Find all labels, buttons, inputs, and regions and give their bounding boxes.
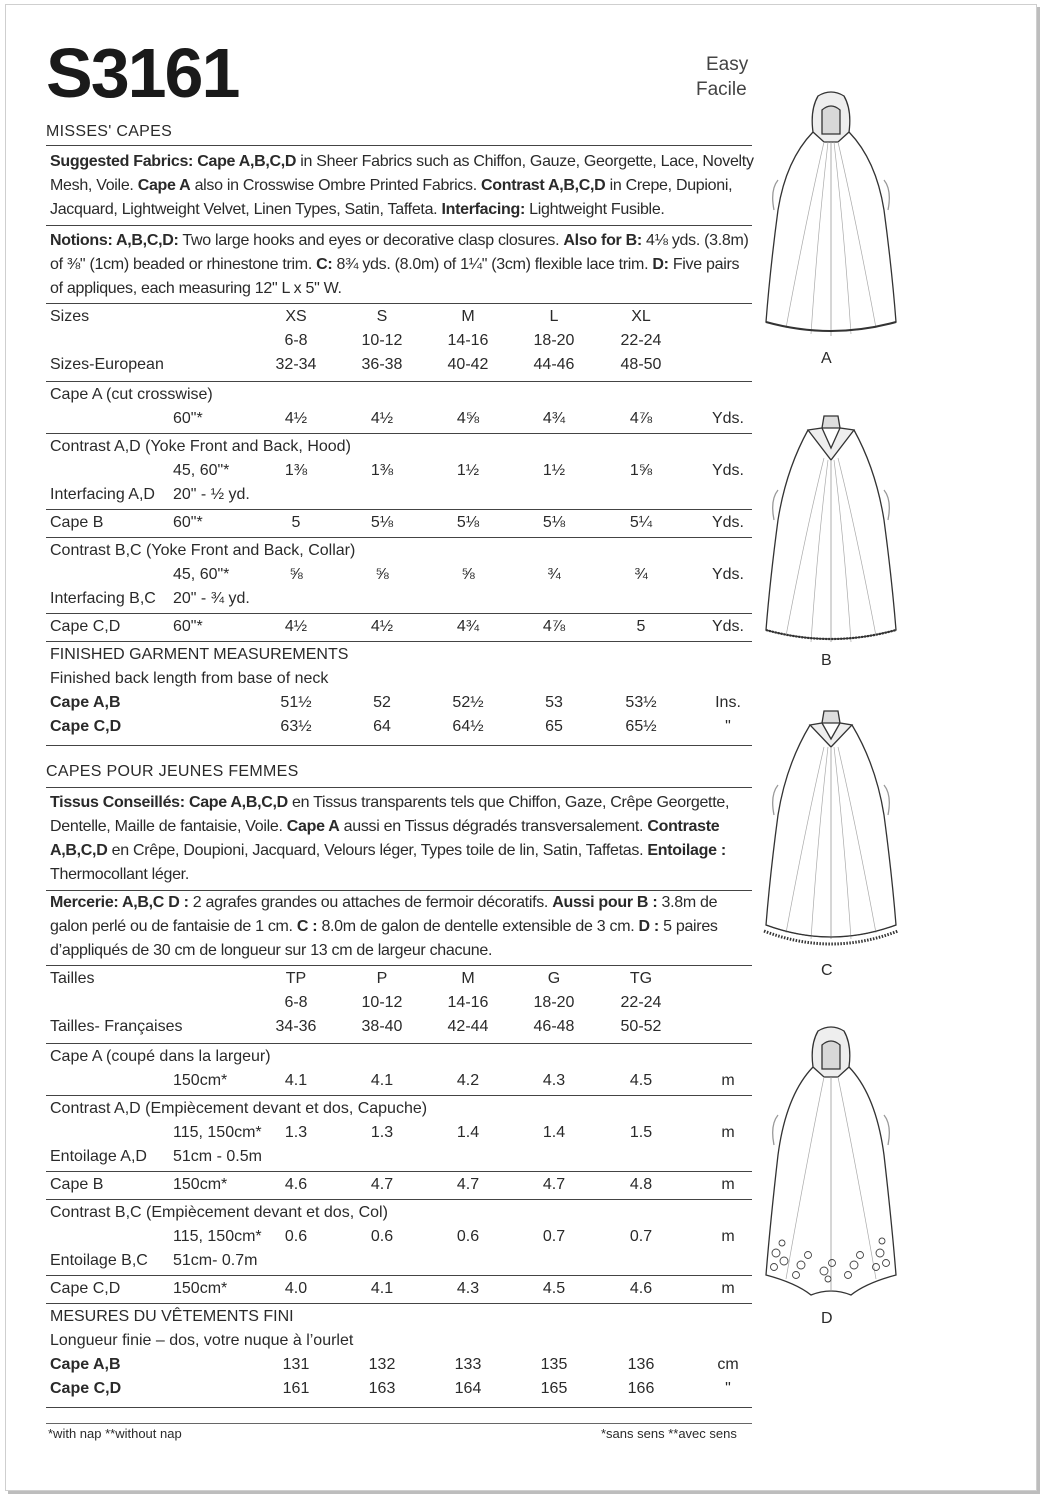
size-eu: 48-50 xyxy=(620,356,662,373)
row-value: 5⅛ xyxy=(456,514,480,531)
finished-title: MESURES DU VÊTEMENTS FINI xyxy=(50,1308,294,1325)
difficulty-en: Easy xyxy=(706,54,749,75)
divider xyxy=(46,303,752,304)
size-eu: 32-34 xyxy=(275,356,317,373)
size-us: 6-8 xyxy=(284,332,308,349)
sizes-eu-label: Tailles- Françaises xyxy=(50,1018,183,1035)
row-value: 5⅛ xyxy=(542,514,566,531)
finished-value: 163 xyxy=(368,1380,396,1397)
finished-value: 132 xyxy=(368,1356,396,1373)
finished-subtitle: Longueur finie – dos, votre nuque à l’ourlet xyxy=(50,1332,354,1349)
row-label: Entoilage A,D xyxy=(50,1148,147,1165)
size-code: XL xyxy=(631,308,651,325)
cape-a-illustration xyxy=(756,90,906,345)
row-label: Contrast A,D (Yoke Front and Back, Hood) xyxy=(50,438,351,455)
size-us: 14-16 xyxy=(447,994,489,1011)
finished-unit: Ins. xyxy=(715,694,741,711)
finished-title: FINISHED GARMENT MEASUREMENTS xyxy=(50,646,349,663)
finished-subtitle: Finished back length from base of neck xyxy=(50,670,329,687)
divider xyxy=(46,745,752,746)
row-value: 1.4 xyxy=(456,1124,480,1141)
row-value: 4.1 xyxy=(370,1072,394,1089)
row-unit: m xyxy=(721,1124,735,1141)
divider xyxy=(46,145,752,146)
size-eu: 44-46 xyxy=(533,356,575,373)
footnote-en: *with nap **without nap xyxy=(48,1426,182,1441)
pattern-envelope-back xyxy=(5,4,1037,1491)
divider xyxy=(46,613,752,614)
row-value: 4.8 xyxy=(629,1176,653,1193)
sizes-label: Sizes xyxy=(50,308,90,325)
divider xyxy=(46,509,752,510)
row-value: 4.0 xyxy=(284,1280,308,1297)
row-value: 4⅞ xyxy=(542,618,566,635)
divider xyxy=(46,641,752,642)
finished-value: 135 xyxy=(540,1356,568,1373)
row-width: 45, 60"* xyxy=(173,462,230,479)
divider xyxy=(46,225,752,226)
row-value: 5 xyxy=(636,618,646,635)
divider xyxy=(46,1043,752,1044)
row-width: 60"* xyxy=(173,410,203,427)
finished-value: 51½ xyxy=(280,694,312,711)
row-value: 4.7 xyxy=(370,1176,394,1193)
row-value: 4¾ xyxy=(542,410,566,427)
row-unit: Yds. xyxy=(711,618,744,635)
size-eu: 36-38 xyxy=(361,356,403,373)
figure-label-b: B xyxy=(821,652,832,669)
size-eu: 40-42 xyxy=(447,356,489,373)
row-value: 5 xyxy=(291,514,301,531)
row-value: 4¾ xyxy=(456,618,480,635)
finished-unit: " xyxy=(725,718,731,735)
size-eu: 42-44 xyxy=(447,1018,489,1035)
finished-unit: " xyxy=(725,1380,731,1397)
divider xyxy=(46,381,752,382)
size-code: XS xyxy=(285,308,307,325)
row-value: ⅝ xyxy=(375,566,389,583)
row-width: 45, 60"* xyxy=(173,566,230,583)
row-value: 4.5 xyxy=(542,1280,566,1297)
row-width: 60"* xyxy=(173,514,203,531)
row-unit: Yds. xyxy=(711,462,744,479)
row-value: 1.4 xyxy=(542,1124,566,1141)
row-width: 150cm* xyxy=(173,1176,228,1193)
size-eu: 46-48 xyxy=(533,1018,575,1035)
row-label: Cape A (cut crosswise) xyxy=(50,386,213,403)
size-code: S xyxy=(376,308,388,325)
row-value: 4.3 xyxy=(456,1280,480,1297)
row-value: 4½ xyxy=(284,618,308,635)
row-value: 1.3 xyxy=(370,1124,394,1141)
row-value: 1.5 xyxy=(629,1124,653,1141)
size-us: 6-8 xyxy=(284,994,308,1011)
lace-trim-cape-icon xyxy=(764,711,898,944)
row-value: 0.6 xyxy=(284,1228,308,1245)
row-width: 51cm - 0.5m xyxy=(173,1148,262,1165)
divider xyxy=(46,1423,752,1424)
row-value: 4.5 xyxy=(629,1072,653,1089)
row-unit: m xyxy=(721,1072,735,1089)
row-value: 4⅞ xyxy=(629,410,653,427)
row-label: Contrast B,C (Empiècement devant et dos, Col) xyxy=(50,1204,388,1221)
divider xyxy=(46,537,752,538)
figure-label-a: A xyxy=(821,350,832,367)
english-title: MISSES' CAPES xyxy=(46,123,173,140)
row-label: Cape C,D xyxy=(50,618,121,635)
row-width: 51cm- 0.7m xyxy=(173,1252,258,1269)
row-label: Cape C,D xyxy=(50,1280,121,1297)
size-us: 10-12 xyxy=(361,332,403,349)
row-width: 150cm* xyxy=(173,1072,228,1089)
footnote-fr: *sans sens **avec sens xyxy=(601,1426,737,1441)
size-eu: 38-40 xyxy=(361,1018,403,1035)
finished-value: 64½ xyxy=(452,718,484,735)
row-value: ⅝ xyxy=(461,566,475,583)
row-label: Cape B xyxy=(50,1176,104,1193)
row-value: 0.6 xyxy=(370,1228,394,1245)
row-value: 4.1 xyxy=(370,1280,394,1297)
size-us: 14-16 xyxy=(447,332,489,349)
row-value: 1⅝ xyxy=(629,462,653,479)
figure-label-d: D xyxy=(821,1310,833,1327)
finished-value: 165 xyxy=(540,1380,568,1397)
size-code: M xyxy=(461,970,475,987)
finished-value: 52½ xyxy=(452,694,484,711)
finished-value: 133 xyxy=(454,1356,482,1373)
size-eu: 34-36 xyxy=(275,1018,317,1035)
sizes-label: Tailles xyxy=(50,970,95,987)
divider xyxy=(46,1303,752,1304)
english-fabrics: Suggested Fabrics: Cape A,B,C,D in Sheer Fabrics such as Chiffon, Gauze, Georgette, Lace, Novelty Mesh, Voile. Cape A also in Crosswise Ombre Printed Fabrics. Contrast A,B,C,D in Crepe, Dupioni, Jacquard, Lightweight Velvet, Linen Types, Satin, Taffeta. Interfacing: Lightweight Fusible. xyxy=(50,153,754,218)
row-label: Contrast A,D (Empiècement devant et dos, Capuche) xyxy=(50,1100,428,1117)
divider xyxy=(46,433,752,434)
size-code: M xyxy=(461,308,475,325)
row-width: 60"* xyxy=(173,618,203,635)
row-label: Cape A (coupé dans la largeur) xyxy=(50,1048,271,1065)
row-value: 4½ xyxy=(284,410,308,427)
english-notions: Notions: A,B,C,D: Two large hooks and eyes or decorative clasp closures. Also for B: 4⅛ yds. (3.8m) of ⅜" (1cm) beaded or rhinestone trim. C: 8¾ yds. (8.0m) of 1¼" (3cm) flexible lace trim. D: Five pairs of appliques, each measuring 12" L x 5" W. xyxy=(50,232,749,297)
row-value: 4.6 xyxy=(284,1176,308,1193)
divider xyxy=(46,1199,752,1200)
row-width: 150cm* xyxy=(173,1280,228,1297)
row-label: Interfacing B,C xyxy=(50,590,156,607)
divider xyxy=(46,1171,752,1172)
row-value: 0.6 xyxy=(456,1228,480,1245)
size-us: 10-12 xyxy=(361,994,403,1011)
row-value: 0.7 xyxy=(629,1228,653,1245)
row-width: 20" - ¾ yd. xyxy=(173,590,250,607)
finished-value: 166 xyxy=(627,1380,655,1397)
figure-label-c: C xyxy=(821,962,833,979)
size-us: 18-20 xyxy=(533,994,575,1011)
row-value: ¾ xyxy=(634,566,648,583)
size-code: TP xyxy=(285,970,307,987)
row-value: 4.7 xyxy=(456,1176,480,1193)
collared-cape-icon xyxy=(766,416,896,642)
row-unit: m xyxy=(721,1280,735,1297)
finished-value: 63½ xyxy=(280,718,312,735)
french-title: CAPES POUR JEUNES FEMMES xyxy=(46,763,299,780)
size-us: 18-20 xyxy=(533,332,575,349)
difficulty-fr: Facile xyxy=(696,79,747,100)
row-unit: Yds. xyxy=(711,566,744,583)
finished-label: Cape C,D xyxy=(50,718,122,735)
row-value: 1.3 xyxy=(284,1124,308,1141)
row-unit: m xyxy=(721,1176,735,1193)
cape-d-illustration xyxy=(756,1025,906,1305)
row-value: 5¼ xyxy=(629,514,653,531)
row-value: 4½ xyxy=(370,410,394,427)
row-value: 4½ xyxy=(370,618,394,635)
divider xyxy=(46,787,752,788)
size-us: 22-24 xyxy=(620,332,662,349)
size-code: P xyxy=(376,970,388,987)
row-label: Contrast B,C (Yoke Front and Back, Collar) xyxy=(50,542,356,559)
finished-label: Cape A,B xyxy=(50,694,121,711)
row-value: 4.7 xyxy=(542,1176,566,1193)
size-code: G xyxy=(547,970,561,987)
pattern-number: S3161 xyxy=(46,34,239,112)
row-value: 4.1 xyxy=(284,1072,308,1089)
row-value: 4.3 xyxy=(542,1072,566,1089)
finished-unit: cm xyxy=(717,1356,739,1373)
size-eu: 50-52 xyxy=(620,1018,662,1035)
row-value: ⅝ xyxy=(289,566,303,583)
row-label: Interfacing A,D xyxy=(50,486,155,503)
finished-value: 161 xyxy=(282,1380,310,1397)
size-code: L xyxy=(549,308,559,325)
finished-value: 164 xyxy=(454,1380,482,1397)
finished-value: 131 xyxy=(282,1356,310,1373)
row-unit: Yds. xyxy=(711,514,744,531)
finished-value: 136 xyxy=(627,1356,655,1373)
row-width: 115, 150cm* xyxy=(173,1228,262,1245)
divider xyxy=(46,1095,752,1096)
finished-value: 53½ xyxy=(625,694,657,711)
french-notions: Mercerie: A,B,C D : 2 agrafes grandes ou attaches de fermoir décoratifs. Aussi pour B : 3.8m de galon perlé ou de fantaisie de 1 cm. C : 8.0m de galon de dentelle extensible de 3 cm. D : 5 paires d’appliqués de 30 cm de longueur sur 13 cm de largeur chacune. xyxy=(50,894,718,959)
cape-b-illustration xyxy=(756,410,906,650)
sizes-eu-label: Sizes-European xyxy=(50,356,164,373)
row-unit: Yds. xyxy=(711,410,744,427)
row-value: 5⅛ xyxy=(370,514,394,531)
divider xyxy=(46,1407,752,1408)
finished-value: 65 xyxy=(545,718,563,735)
french-fabrics: Tissus Conseillés: Cape A,B,C,D en Tissus transparents tels que Chiffon, Gaze, Crêpe Georgette, Dentelle, Maille de fantaisie, Voile. Cape A aussi en Tissus dégradés transversalement. Contraste A,B,C,D en Crêpe, Doupioni, Jacquard, Velours léger, Types toile de lin, Satin, Taffetas. Entoilage : Thermocollant léger. xyxy=(50,794,730,883)
cape-c-illustration xyxy=(756,705,906,955)
row-value: 1½ xyxy=(542,462,566,479)
row-value: ¾ xyxy=(547,566,561,583)
row-value: 4.2 xyxy=(456,1072,480,1089)
finished-label: Cape C,D xyxy=(50,1380,122,1397)
hooded-cape-icon xyxy=(766,92,896,336)
divider xyxy=(46,965,752,966)
applique-hooded-cape-icon xyxy=(766,1027,896,1295)
row-value: 4.6 xyxy=(629,1280,653,1297)
row-value: 0.7 xyxy=(542,1228,566,1245)
finished-value: 53 xyxy=(545,694,563,711)
row-label: Entoilage B,C xyxy=(50,1252,148,1269)
row-unit: m xyxy=(721,1228,735,1245)
row-width: 115, 150cm* xyxy=(173,1124,262,1141)
row-value: 1⅜ xyxy=(370,462,394,479)
size-us: 22-24 xyxy=(620,994,662,1011)
row-value: 1⅜ xyxy=(284,462,308,479)
finished-label: Cape A,B xyxy=(50,1356,121,1373)
row-label: Cape B xyxy=(50,514,104,531)
size-code: TG xyxy=(629,970,653,987)
finished-value: 52 xyxy=(373,694,391,711)
finished-value: 64 xyxy=(373,718,391,735)
row-value: 4⅝ xyxy=(456,410,480,427)
finished-value: 65½ xyxy=(625,718,657,735)
divider xyxy=(46,1275,752,1276)
row-value: 1½ xyxy=(456,462,480,479)
row-width: 20" - ½ yd. xyxy=(173,486,250,503)
